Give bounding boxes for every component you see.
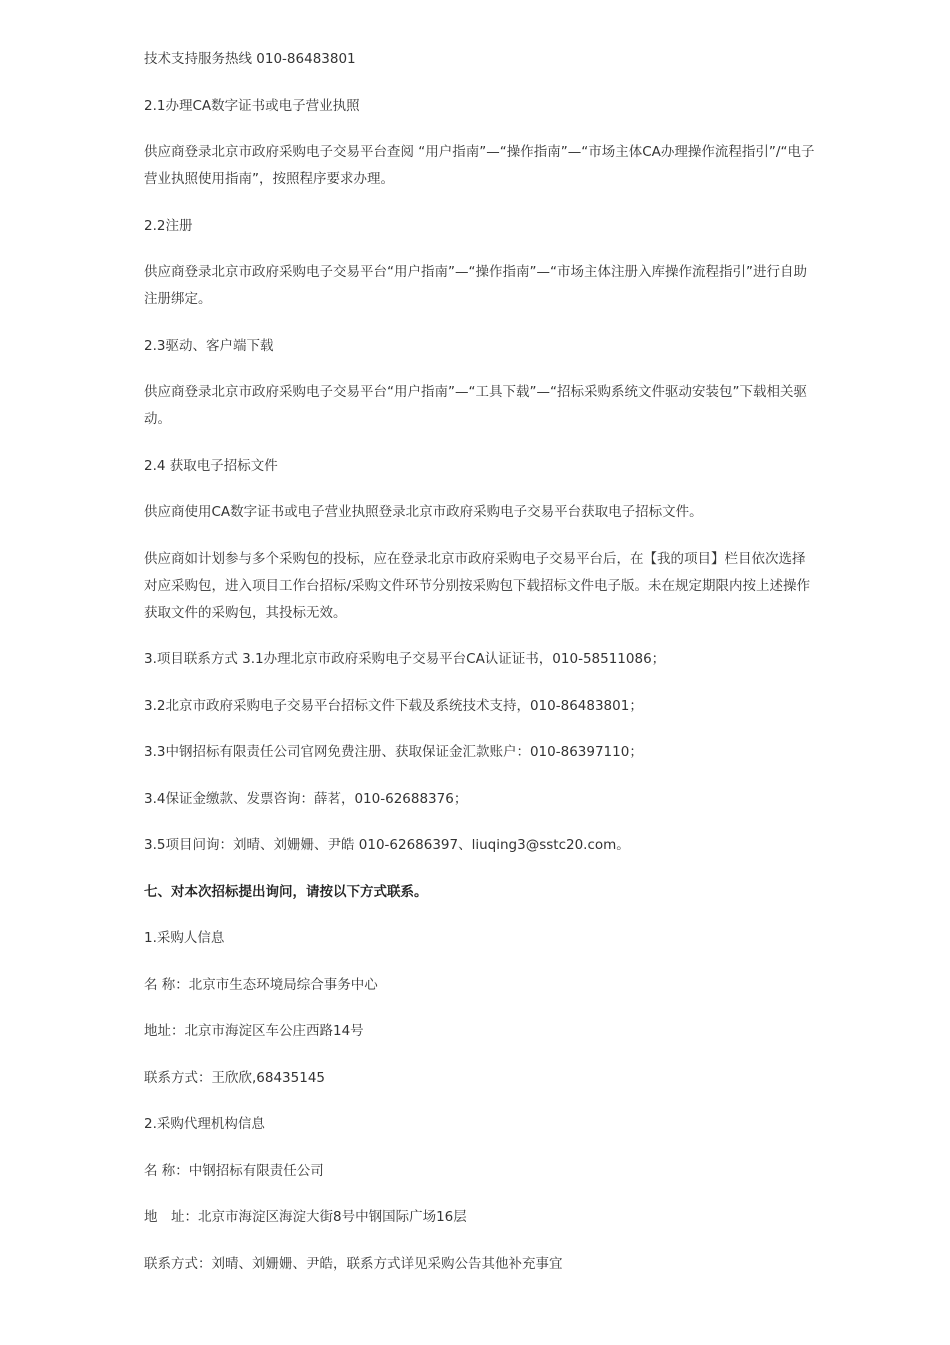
agency-name: 名 称：中钢招标有限责任公司 (144, 1162, 324, 1179)
contact-platform-support: 3.2北京市政府采购电子交易平台招标文件下载及系统技术支持，010-86483801； (144, 697, 643, 714)
agency-info-heading: 2.采购代理机构信息 (144, 1116, 265, 1132)
registration-instructions: 供应商登录北京市政府采购电子交易平台“用户指南”—“操作指南”—“市场主体注册入库操作流程指引”进行自助注册绑定。 (144, 264, 807, 307)
purchaser-info-heading: 1.采购人信息 (144, 930, 225, 946)
ca-certificate-instructions: 供应商登录北京市政府采购电子交易平台查阅 “用户指南”—“操作指南”—“市场主体CA办理操作流程指引”/“电子营业执照使用指南”，按照程序要求办理。 (144, 144, 815, 187)
document-body (144, 46, 816, 1297)
contact-ca-certificate: 3.项目联系方式 3.1办理北京市政府采购电子交易平台CA认证证书，010-58511086； (144, 651, 666, 667)
contact-registration-deposit-account: 3.3中钢招标有限责任公司官网免费注册、获取保证金汇款账户：010-86397110； (144, 744, 643, 760)
driver-download-instructions: 供应商登录北京市政府采购电子交易平台“用户指南”—“工具下载”—“招标采购系统文件驱动安装包”下载相关驱动。 (144, 384, 807, 427)
purchaser-contact: 联系方式：王欣欣,68435145 (144, 1069, 326, 1086)
purchaser-address: 地址：北京市海淀区车公庄西路14号 (144, 1023, 364, 1039)
contact-project-inquiry: 3.5项目问询：刘晴、刘姗姗、尹皓 010-62686397、liuqing3@sstc20.com。 (144, 837, 630, 853)
section-heading-registration: 2.2注册 (144, 217, 193, 234)
section-heading-driver-download: 2.3驱动、客户端下载 (144, 337, 274, 354)
section-heading-inquiry: 七、对本次招标提出询问，请按以下方式联系。 (144, 883, 428, 900)
multiple-packages-note: 供应商如计划参与多个采购包的投标，应在登录北京市政府采购电子交易平台后，在【我的项目】栏目依次选择对应采购包，进入项目工作台招标/采购文件环节分别按采购包下载招标文件电子版。未在规定期限内按上述操作获取文件的采购包，其投标无效。 (144, 550, 811, 621)
tech-support-hotline: 技术支持服务热线 010-86483801 (144, 51, 356, 67)
contact-deposit-invoice: 3.4保证金缴款、发票咨询：薛茗，010-62688376； (144, 790, 468, 807)
get-tender-file-instructions: 供应商使用CA数字证书或电子营业执照登录北京市政府采购电子交易平台获取电子招标文件。 (144, 504, 703, 520)
agency-address: 地 址：北京市海淀区海淀大街8号中钢国际广场16层 (144, 1209, 467, 1225)
agency-contact: 联系方式：刘晴、刘姗姗、尹皓，联系方式详见采购公告其他补充事宜 (144, 1255, 563, 1272)
purchaser-name: 名 称：北京市生态环境局综合事务中心 (144, 976, 378, 993)
section-heading-get-tender-file: 2.4 获取电子招标文件 (144, 457, 278, 474)
section-heading-ca-certificate: 2.1办理CA数字证书或电子营业执照 (144, 97, 360, 114)
